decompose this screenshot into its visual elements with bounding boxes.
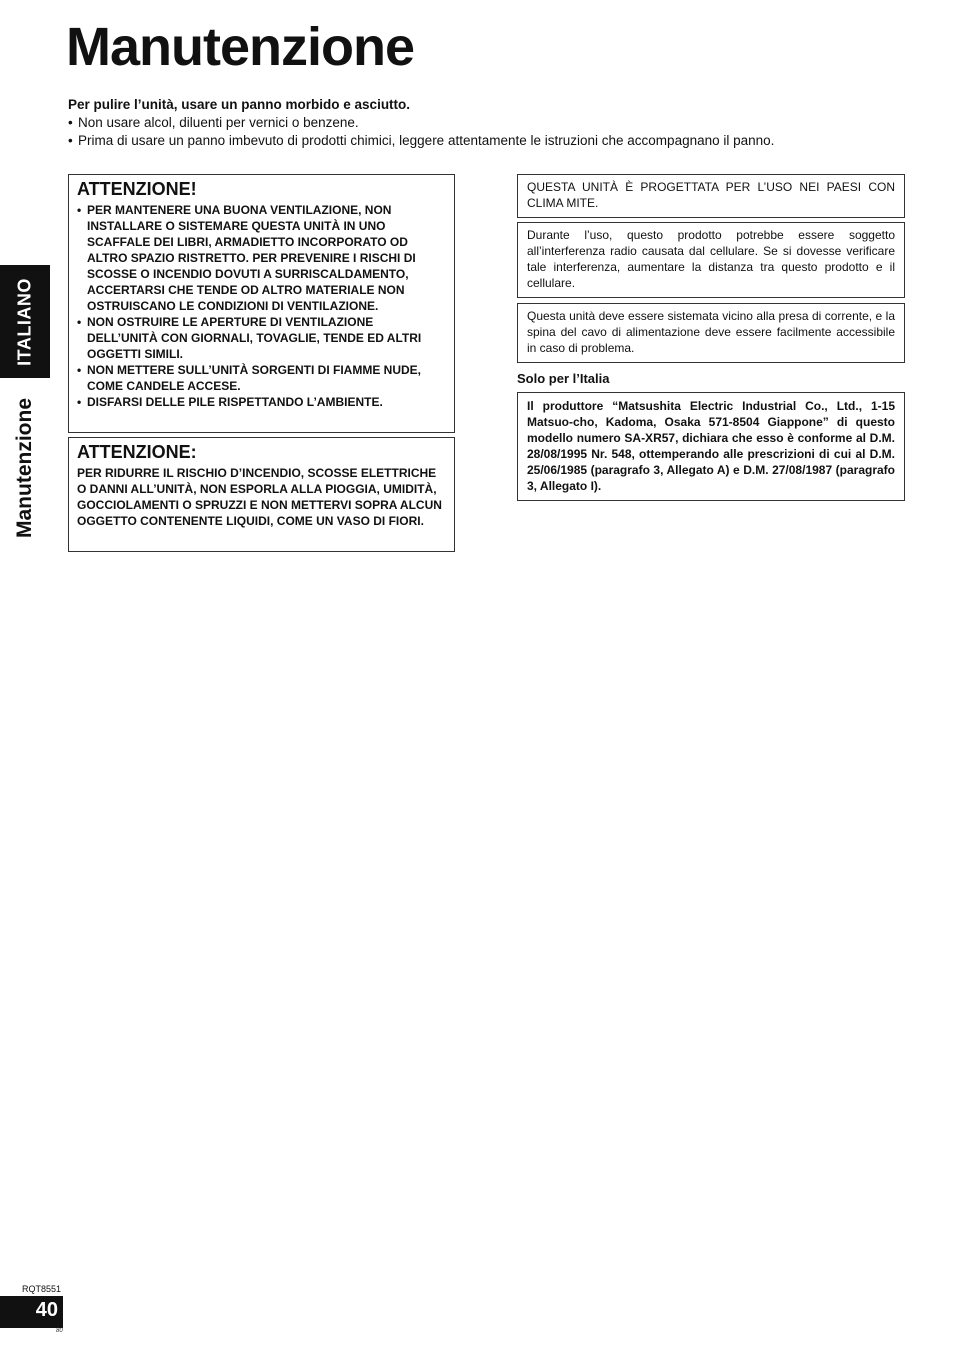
warning-heading: ATTENZIONE! bbox=[77, 179, 197, 199]
italy-label: Solo per l’Italia bbox=[517, 371, 610, 386]
cleaning-lead: Per pulire l’unità, usare un panno morbido e asciutto. bbox=[68, 97, 411, 112]
list-item: • NON OSTRUIRE LE APERTURE DI VENTILAZIONE DELL’UNITÀ CON GIORNALI, TOVAGLIE, TENDE ED ALTRI OGGETTI SIMILI. bbox=[77, 314, 446, 362]
italy-declaration: Il produttore “Matsushita Electric Industrial Co., Ltd., 1-15 Matsuo-cho, Kadoma, Osaka 571-8504 Giappone” di questo modello numero SA-XR57, dichiara che esso è conforme al D.M. 28/08/1995 Nr. 548, ottemperando alle prescrizioni di cui al D.M. 25/06/1985 (paragrafo 3, Allegato A) e D.M. 27/08/1987 (paragrafo 3, Allegato I). bbox=[517, 392, 905, 501]
list-item: • PER MANTENERE UNA BUONA VENTILAZIONE, NON INSTALLARE O SISTEMARE QUESTA UNITÀ IN UNO SCAFFALE DEI LIBRI, ARMADIETTO INCORPORATO OD ALTRO SPAZIO RISTRETTO. PER PREVENIRE I RISCHI DI SCOSSE O INCENDIO DOVUTI A SURRISCALDAMENTO, ACCERTARSI CHE TENDE OD ALTRO MATERIALE NON OSTRUISCANO LE CONDIZIONI DI VENTILAZIONE. bbox=[77, 202, 446, 314]
page-title: Manutenzione bbox=[66, 17, 414, 77]
section-tab bbox=[0, 378, 50, 558]
list-item: • Prima di usare un panno imbevuto di prodotti chimici, leggere attentamente le istruzioni che accompagnano il panno. bbox=[68, 132, 908, 150]
list-item: • DISFARSI DELLE PILE RISPETTANDO L’AMBIENTE. bbox=[77, 394, 446, 410]
list-item: • NON METTERE SULL’UNITÀ SORGENTI DI FIAMME NUDE, COME CANDELE ACCESE. bbox=[77, 362, 446, 394]
cleaning-instructions bbox=[68, 96, 908, 150]
warning-box-fire bbox=[68, 437, 455, 552]
notice-interference: Durante l’uso, questo prodotto potrebbe essere soggetto all’interferenza radio causata dal cellulare. Se si dovesse verificare tale interferenza, aumentare la distanza tra questo prodotto e il cellulare. bbox=[517, 222, 905, 298]
section-tab-label: Manutenzione bbox=[13, 398, 36, 538]
notice-climate: QUESTA UNITÀ È PROGETTATA PER L’USO NEI PAESI CON CLIMA MITE. bbox=[517, 174, 905, 218]
page-number: 40 bbox=[0, 1296, 63, 1328]
language-tab bbox=[0, 265, 50, 378]
list-item: • Non usare alcol, diluenti per vernici o benzene. bbox=[68, 114, 908, 132]
language-tab-label: ITALIANO bbox=[14, 277, 35, 366]
cleaning-bullets bbox=[68, 114, 908, 150]
warning-list bbox=[77, 202, 446, 410]
notice-power-outlet: Questa unità deve essere sistemata vicino alla presa di corrente, e la spina del cavo di alimentazione deve essere facilmente accessibile in caso di problema. bbox=[517, 303, 905, 363]
warning-text: PER RIDURRE IL RISCHIO D’INCENDIO, SCOSSE ELETTRICHE O DANNI ALL’UNITÀ, NON ESPORLA ALLA PIOGGIA, UMIDITÀ, GOCCIOLAMENTI O SPRUZZI E NON METTERVI SOPRA ALCUN OGGETTO CONTENENTE LIQUIDI, COME UN VASO DI FIORI. bbox=[77, 466, 442, 528]
document-code: RQT8551 bbox=[22, 1284, 62, 1294]
warning-box-ventilation bbox=[68, 174, 455, 433]
small-page-mark: 80 bbox=[56, 1328, 63, 1334]
warning-heading: ATTENZIONE: bbox=[77, 442, 197, 462]
